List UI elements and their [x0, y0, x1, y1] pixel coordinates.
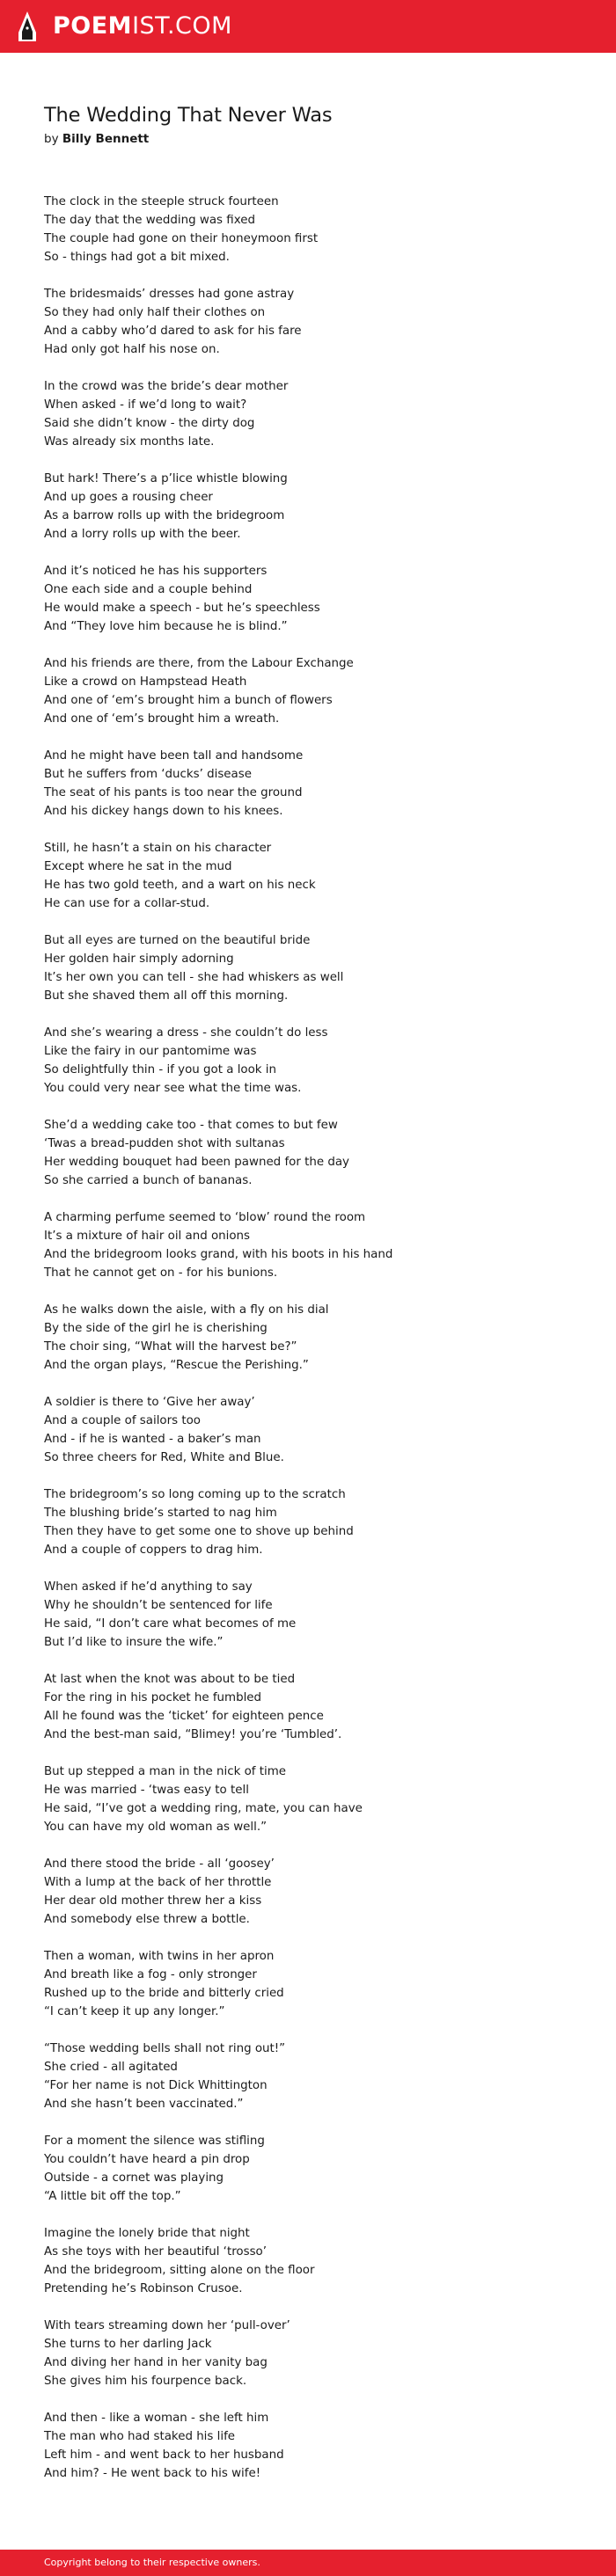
poem-line: You can have my old woman as well.”: [44, 1821, 268, 1834]
poem-line: Had only got half his nose on.: [44, 343, 220, 356]
poem-line: When asked if he’d anything to say: [44, 1580, 253, 1594]
poem-line: Said she didn’t know - the dirty dog: [44, 417, 255, 430]
stanza: [44, 1393, 581, 1467]
stanza: [44, 1208, 581, 1282]
poem-line: And she’s wearing a dress - she couldn’t do less: [44, 1026, 328, 1040]
poem-line: And somebody else threw a bottle.: [44, 1913, 250, 1926]
poem-line: And one of ‘em’s brought him a wreath.: [44, 712, 280, 726]
stanza: [44, 2132, 581, 2206]
stanza: [44, 2224, 581, 2298]
poem-line: Like the fairy in our pantomime was: [44, 1045, 257, 1058]
poem-line: So she carried a bunch of bananas.: [44, 1174, 253, 1187]
stanza: [44, 931, 581, 1005]
poem-line: Left him - and went back to her husband: [44, 2448, 284, 2462]
stanza: [44, 2040, 581, 2113]
poem-line: And it’s noticed he has his supporters: [44, 565, 268, 578]
poem-line: So three cheers for Red, White and Blue.: [44, 1451, 284, 1464]
poem-line: “For her name is not Dick Whittington: [44, 2079, 268, 2092]
poem-line: Her golden hair simply adorning: [44, 952, 234, 966]
poem-line: And him? - He went back to his wife!: [44, 2467, 261, 2480]
poem-line: And diving her hand in her vanity bag: [44, 2356, 268, 2369]
poem-line: But hark! There’s a p’lice whistle blowing: [44, 472, 288, 485]
poem-line: Then a woman, with twins in her apron: [44, 1950, 275, 1963]
poem-line: With a lump at the back of her throttle: [44, 1876, 272, 1889]
poem-line: And a couple of coppers to drag him.: [44, 1543, 263, 1557]
author-link[interactable]: Billy Bennett: [62, 132, 150, 146]
poem-line: You couldn’t have heard a pin drop: [44, 2153, 250, 2166]
poem-line: The seat of his pants is too near the ground: [44, 786, 303, 799]
poem-line: Her wedding bouquet had been pawned for the day: [44, 1156, 349, 1169]
by-label: by: [44, 132, 59, 146]
stanza: [44, 562, 581, 636]
poem-line: A charming perfume seemed to ‘blow’ round the room: [44, 1211, 366, 1224]
poem-line: That he cannot get on - for his bunions.: [44, 1266, 278, 1280]
stanza: [44, 1855, 581, 1929]
poem-line: So they had only half their clothes on: [44, 306, 266, 319]
poem-line: He said, “I’ve got a wedding ring, mate, you can have: [44, 1802, 363, 1815]
poem-line: But he suffers from ‘ducks’ disease: [44, 768, 252, 781]
poem-line: Rushed up to the bride and bitterly cried: [44, 1987, 284, 2000]
poem-line: So delightfully thin - if you got a look in: [44, 1063, 277, 1076]
site-footer: [0, 2550, 616, 2576]
poem-line: He has two gold teeth, and a wart on his neck: [44, 879, 316, 892]
poem-line: But up stepped a man in the nick of time: [44, 1765, 287, 1778]
poem-line: Except where he sat in the mud: [44, 860, 232, 873]
poem-line: And a cabby who’d dared to ask for his fare: [44, 325, 302, 338]
stanza: [44, 2409, 581, 2483]
poem-line: The choir sing, “What will the harvest be?”: [44, 1340, 297, 1354]
site-header: [0, 0, 616, 53]
poem-line: ‘Twas a bread-pudden shot with sultanas: [44, 1137, 285, 1150]
poem-line: Then they have to get some one to shove up behind: [44, 1525, 354, 1538]
poem-line: “Those wedding bells shall not ring out!”: [44, 2042, 286, 2055]
poem-line: And he might have been tall and handsome: [44, 749, 304, 763]
poem-line: It’s a mixture of hair oil and onions: [44, 1230, 251, 1243]
poem-line: Was already six months late.: [44, 435, 215, 449]
poem-line: She turns to her darling Jack: [44, 2338, 212, 2351]
poem-line: And a lorry rolls up with the beer.: [44, 528, 241, 541]
poem-line: She’d a wedding cake too - that comes to but few: [44, 1119, 338, 1132]
stanza: [44, 1024, 581, 1098]
site-logo-link[interactable]: [53, 12, 232, 40]
poem-line: And the bridegroom, sitting alone on the floor: [44, 2264, 315, 2277]
poem-line: The bridesmaids’ dresses had gone astray: [44, 288, 295, 301]
poem-line: As he walks down the aisle, with a fly on his dial: [44, 1303, 329, 1317]
stanza: [44, 470, 581, 544]
poem-line: The man who had staked his life: [44, 2430, 236, 2443]
poem-line: And then - like a woman - she left him: [44, 2412, 269, 2425]
poem-line: And a couple of sailors too: [44, 1414, 201, 1427]
poem-line: At last when the knot was about to be tied: [44, 1673, 296, 1686]
poem-line: All he found was the ‘ticket’ for eighteen pence: [44, 1710, 324, 1723]
poem-line: He said, “I don’t care what becomes of me: [44, 1617, 297, 1631]
poem-line: One each side and a couple behind: [44, 583, 253, 596]
poem-line: Pretending he’s Robinson Crusoe.: [44, 2282, 243, 2295]
stanza: [44, 1670, 581, 1744]
stanza: [44, 1301, 581, 1375]
poem-line: “I can’t keep it up any longer.”: [44, 2005, 225, 2018]
poem-line: Like a crowd on Hampstead Heath: [44, 675, 247, 689]
poem-line: As she toys with her beautiful ‘trosso’: [44, 2245, 267, 2259]
poem-line: He was married - ‘twas easy to tell: [44, 1784, 249, 1797]
poem-line: With tears streaming down her ‘pull-over’: [44, 2319, 290, 2332]
poem-line: The blushing bride’s started to nag him: [44, 1507, 277, 1520]
poem-line: And there stood the bride - all ‘goosey’: [44, 1857, 275, 1871]
poem-line: You could very near see what the time was.: [44, 1082, 302, 1095]
poem-line: Still, he hasn’t a stain on his character: [44, 842, 272, 855]
stanza: [44, 2317, 581, 2390]
poem-line: And she hasn’t been vaccinated.”: [44, 2098, 244, 2111]
stanza: [44, 193, 581, 266]
poem-line: And breath like a fog - only stronger: [44, 1968, 257, 1981]
poem-line: When asked - if we’d long to wait?: [44, 398, 247, 412]
poem-line: He would make a speech - but he’s speechless: [44, 602, 320, 615]
poem-line: It’s her own you can tell - she had whiskers as well: [44, 971, 344, 984]
stanza: [44, 1947, 581, 2021]
poem-line: Imagine the lonely bride that night: [44, 2227, 250, 2240]
poem-line: For the ring in his pocket he fumbled: [44, 1691, 262, 1704]
stanza: [44, 839, 581, 913]
poem-line: But she shaved them all off this morning.: [44, 989, 289, 1003]
poem-line: The clock in the steeple struck fourteen: [44, 195, 279, 208]
poem-line: In the crowd was the bride’s dear mother: [44, 380, 289, 393]
poem-line: For a moment the silence was stifling: [44, 2135, 265, 2148]
poem-line: But I’d like to insure the wife.”: [44, 1636, 224, 1649]
poem-line: The couple had gone on their honeymoon first: [44, 232, 319, 245]
poem-line: By the side of the girl he is cherishing: [44, 1322, 268, 1335]
poem-line: She gives him his fourpence back.: [44, 2375, 247, 2388]
poem-line: So - things had got a bit mixed.: [44, 251, 230, 264]
poem-line: And up goes a rousing cheer: [44, 491, 213, 504]
poem-line: And the organ plays, “Rescue the Perishing.”: [44, 1359, 309, 1372]
poem-line: Why he shouldn’t be sentenced for life: [44, 1599, 273, 1612]
stanza: [44, 1485, 581, 1559]
logo-text-light: IST.COM: [132, 12, 232, 40]
poem-line: And his dickey hangs down to his knees.: [44, 805, 283, 818]
poem-line: She cried - all agitated: [44, 2061, 178, 2074]
poem-line: A soldier is there to ‘Give her away’: [44, 1396, 255, 1409]
poem-title: The Wedding That Never Was: [44, 104, 333, 127]
stanza: [44, 377, 581, 451]
poem-line: And one of ‘em’s brought him a bunch of flowers: [44, 694, 333, 707]
poem-line: And “They love him because he is blind.”: [44, 620, 288, 633]
byline: [44, 131, 149, 147]
poem-line: As a barrow rolls up with the bridegroom: [44, 509, 285, 522]
poem-line: But all eyes are turned on the beautiful bride: [44, 934, 311, 947]
stanza: [44, 285, 581, 359]
poem-line: Her dear old mother threw her a kiss: [44, 1894, 262, 1908]
poem-line: “A little bit off the top.”: [44, 2190, 181, 2203]
copyright-text: Copyright belong to their respective owners.: [44, 2557, 260, 2568]
poem-line: And the best-man said, “Blimey! you’re ‘Tumbled’.: [44, 1728, 342, 1741]
poem-line: The bridegroom’s so long coming up to the scratch: [44, 1488, 346, 1501]
poem-line: And the bridegroom looks grand, with his boots in his hand: [44, 1248, 393, 1261]
stanza: [44, 747, 581, 821]
poem-line: Outside - a cornet was playing: [44, 2171, 224, 2185]
stanza: [44, 1762, 581, 1836]
poem-body: [44, 193, 581, 2501]
logo-text-bold: POEM: [53, 12, 133, 40]
stanza: [44, 1116, 581, 1190]
poem-line: And his friends are there, from the Labour Exchange: [44, 657, 354, 670]
poem-line: The day that the wedding was fixed: [44, 214, 255, 227]
stanza: [44, 654, 581, 728]
pen-nib-icon[interactable]: [14, 10, 40, 43]
stanza: [44, 1578, 581, 1652]
poem-line: And - if he is wanted - a baker’s man: [44, 1433, 261, 1446]
poem-line: He can use for a collar-stud.: [44, 897, 210, 910]
